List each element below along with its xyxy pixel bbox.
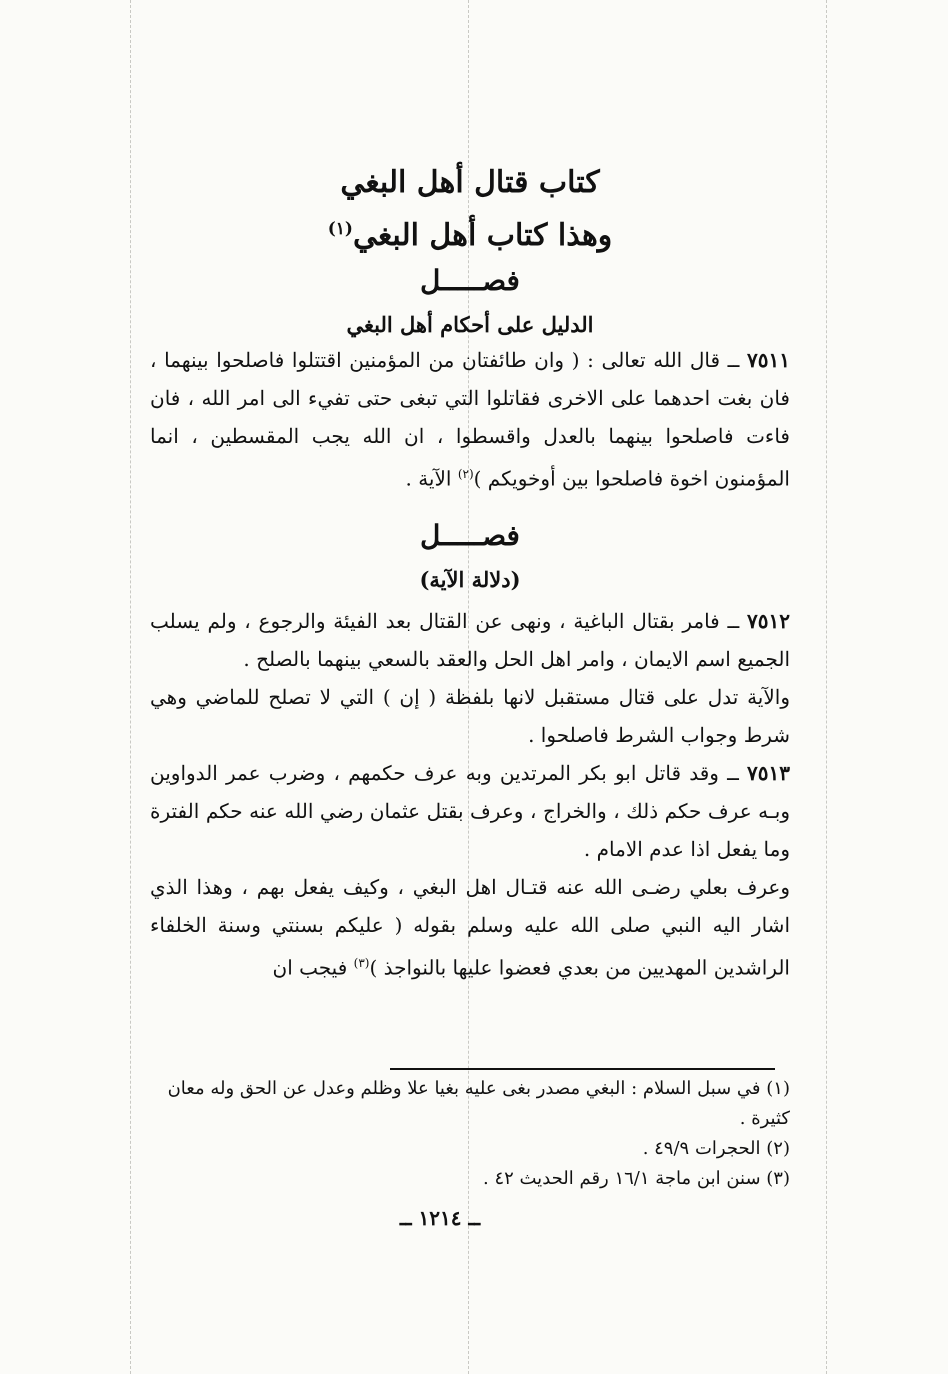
paragraph-text: وعرف بعلي رضـى الله عنه قتـال اهل البغي ، وكيف يفعل بهم ، وهذا الذي اشار اليه النبي صلى الله عليه وسلم بقوله ( عليكم بسنتي وسنة الخلفاء الراشدين المهديين من بعدي فعضوا عليها بالنواجذ ) [150,874,790,980]
paragraph [150,868,790,987]
footnotes [150,1074,790,1194]
book-title: كتاب قتال أهل البغي [340,165,600,200]
footnote-ref: (١) [327,219,353,239]
footnote: (٢) الحجرات ٤٩/٩ . [642,1138,790,1159]
page-body [150,160,790,986]
paragraph [150,341,790,498]
paragraph-text: والآية تدل على قتال مستقبل لانها بلفظة ( إن ) التي لا تصلح للماضي وهي شرط وجواب الشرط فاصلحوا . [150,684,790,747]
book-subtitle [150,206,790,259]
paragraph-number: ٧٥١١ [747,348,790,372]
paragraph-number: ٧٥١٣ [747,760,790,785]
paragraph [150,754,790,868]
footnote-ref: (٢) [457,467,474,481]
book-subtitle-text: وهذا كتاب أهل البغي [352,218,613,253]
paragraph-number: ٧٥١٢ [747,608,790,633]
paragraph-text-end: فيجب ان [272,955,354,980]
section-heading: (دلالة الآية) [419,566,521,592]
paragraph-text: ــ وقد قاتل ابو بكر المرتدين وبه عرف حكمهم ، وضرب عمر الدواوين وبـه عرف حكم ذلك ، والخراج ، وعرف بقتل عثمان رضي الله عنه حكم الفترة وما يفعل اذا عدم الامام . [150,760,790,861]
paragraph-text: ــ فامر بقتال الباغية ، ونهى عن القتال بعد الفيئة والرجوع ، ولم يسلب الجميع اسم الايمان ، وامر اهل الحل والعقد بالسعي بينهما بالصلح . [150,608,790,671]
section-heading: الدليل على أحكام أهل البغي [346,312,594,337]
footnote: (١) في سبل السلام : البغي مصدر بغى عليه بغيا علا وظلم وعدل عن الحق وله معان كثيرة . [167,1078,790,1129]
scan-guide-line [826,0,827,1374]
paragraph [150,602,790,678]
page-number: ــ ١٢١٤ ــ [399,1206,481,1230]
footnote-separator [390,1068,775,1070]
section-marker: فصـــــل [420,264,520,297]
paragraph-text-end: الآية . [405,466,458,491]
section-marker: فصـــــل [420,518,520,552]
footnote-ref: (٣) [353,955,370,970]
paragraph-text: ــ قال الله تعالى : ( وان طائفتان من المؤمنين اقتتلوا فاصلحوا بينهما ، فان بغت احدهما على الاخرى فقاتلوا التي تبغى حتى تفيء الى امر الله ، فان فاءت فاصلحوا بينهما بالعدل واقسطوا ، ان الله يجب المقسطين ، انما المؤمنون اخوة فاصلحوا بين أوخويكم ) [150,348,790,491]
paragraph [150,678,790,754]
scan-guide-line [130,0,131,1374]
footnote: (٣) سنن ابن ماجة ١٦/١ رقم الحديث ٤٢ . [482,1168,790,1189]
